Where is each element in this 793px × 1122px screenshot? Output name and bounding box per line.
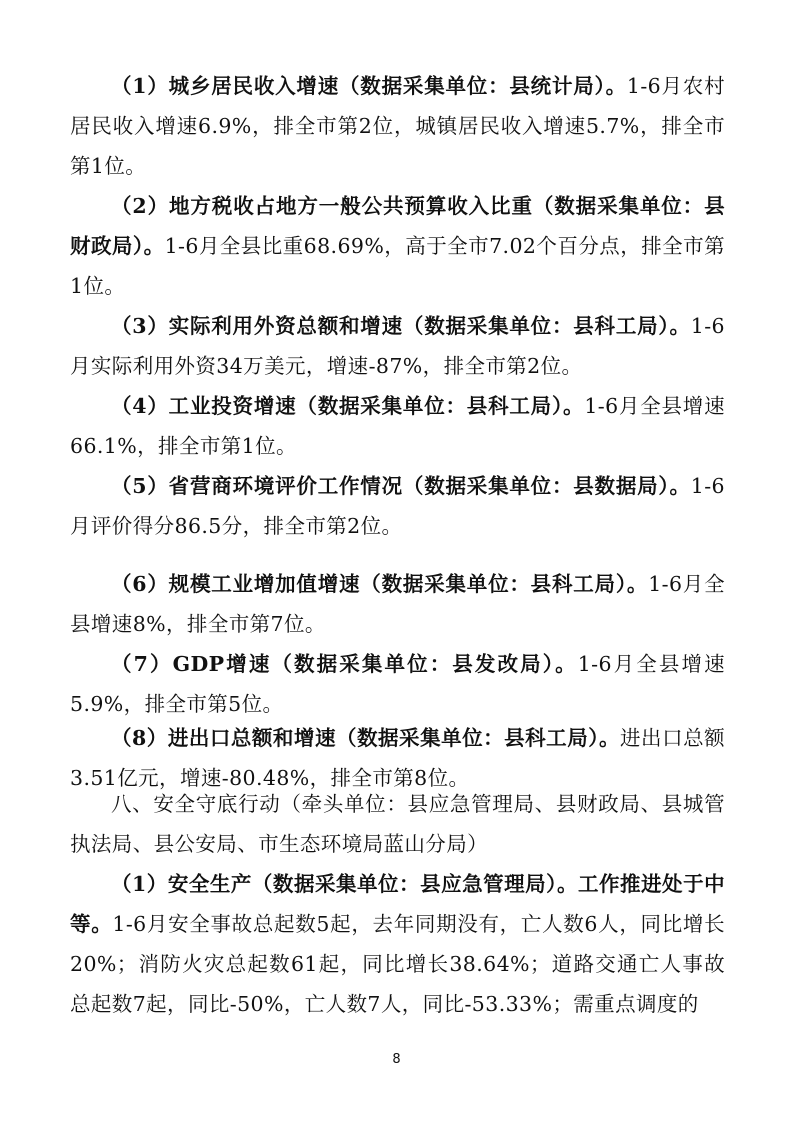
- paragraph-body: 1-6月全县比重68.69%，高于全市7.02个百分点，排全市第1位。: [70, 234, 725, 298]
- paragraph-production-safety: [70, 864, 725, 1024]
- section-heading-safety-action: [70, 784, 725, 864]
- paragraph-heading: （8）进出口总额和增速（数据采集单位：县科工局）。: [111, 726, 621, 750]
- paragraph-heading: （3）实际利用外资总额和增速（数据采集单位：县科工局）。: [111, 314, 691, 338]
- paragraph-heading: （6）规模工业增加值增速（数据采集单位：县科工局）。: [111, 572, 649, 596]
- paragraph-industrial-investment: [70, 386, 725, 466]
- section-heading-text: 八、安全守底行动（牵头单位：县应急管理局、县财政局、县城管执法局、县公安局、市生态环境局蓝山分局）: [70, 792, 725, 856]
- paragraph-rural-urban-income: [70, 66, 725, 186]
- paragraph-body: 1-6月全县增速66.1%，排全市第1位。: [70, 394, 725, 458]
- paragraph-local-tax-ratio: [70, 186, 725, 306]
- paragraph-foreign-investment: [70, 306, 725, 386]
- paragraph-business-environment: [70, 466, 725, 546]
- paragraph-heading: （7）GDP增速（数据采集单位：县发改局）。: [111, 652, 578, 676]
- paragraph-heading: （4）工业投资增速（数据采集单位：县科工局）。: [111, 394, 585, 418]
- paragraph-industrial-value-added: [70, 564, 725, 644]
- paragraph-body: 1-6月实际利用外资34万美元，增速-87%，排全市第2位。: [70, 314, 725, 378]
- paragraph-heading: （1）安全生产（数据采集单位：县应急管理局）。工作推进处于中等。: [70, 872, 725, 936]
- paragraph-heading: （1）城乡居民收入增速（数据采集单位：县统计局）。: [111, 74, 627, 98]
- paragraph-body: 进出口总额3.51亿元，增速-80.48%，排全市第8位。: [70, 726, 726, 790]
- paragraph-gdp-growth: [70, 644, 725, 724]
- paragraph-heading: （2）地方税收占地方一般公共预算收入比重（数据采集单位：县财政局）。: [70, 194, 725, 258]
- paragraph-body: 1-6月评价得分86.5分，排全市第2位。: [70, 474, 725, 538]
- paragraph-heading: （5）省营商环境评价工作情况（数据采集单位：县数据局）。: [111, 474, 691, 498]
- paragraph-body: 1-6月农村居民收入增速6.9%，排全市第2位，城镇居民收入增速5.7%，排全市第1位。: [70, 74, 725, 178]
- paragraph-body: 1-6月安全事故总起数5起，去年同期没有，亡人数6人，同比增长20%；消防火灾总起数61起，同比增长38.64%；道路交通亡人事故总起数7起，同比-50%，亡人数7人，同比-53.33%；需重点调度的: [70, 912, 725, 1016]
- paragraph-body: 1-6月全县增速8%，排全市第7位。: [70, 572, 725, 636]
- paragraph-body: 1-6月全县增速5.9%，排全市第5位。: [70, 652, 725, 716]
- page-number: 8: [392, 1052, 401, 1067]
